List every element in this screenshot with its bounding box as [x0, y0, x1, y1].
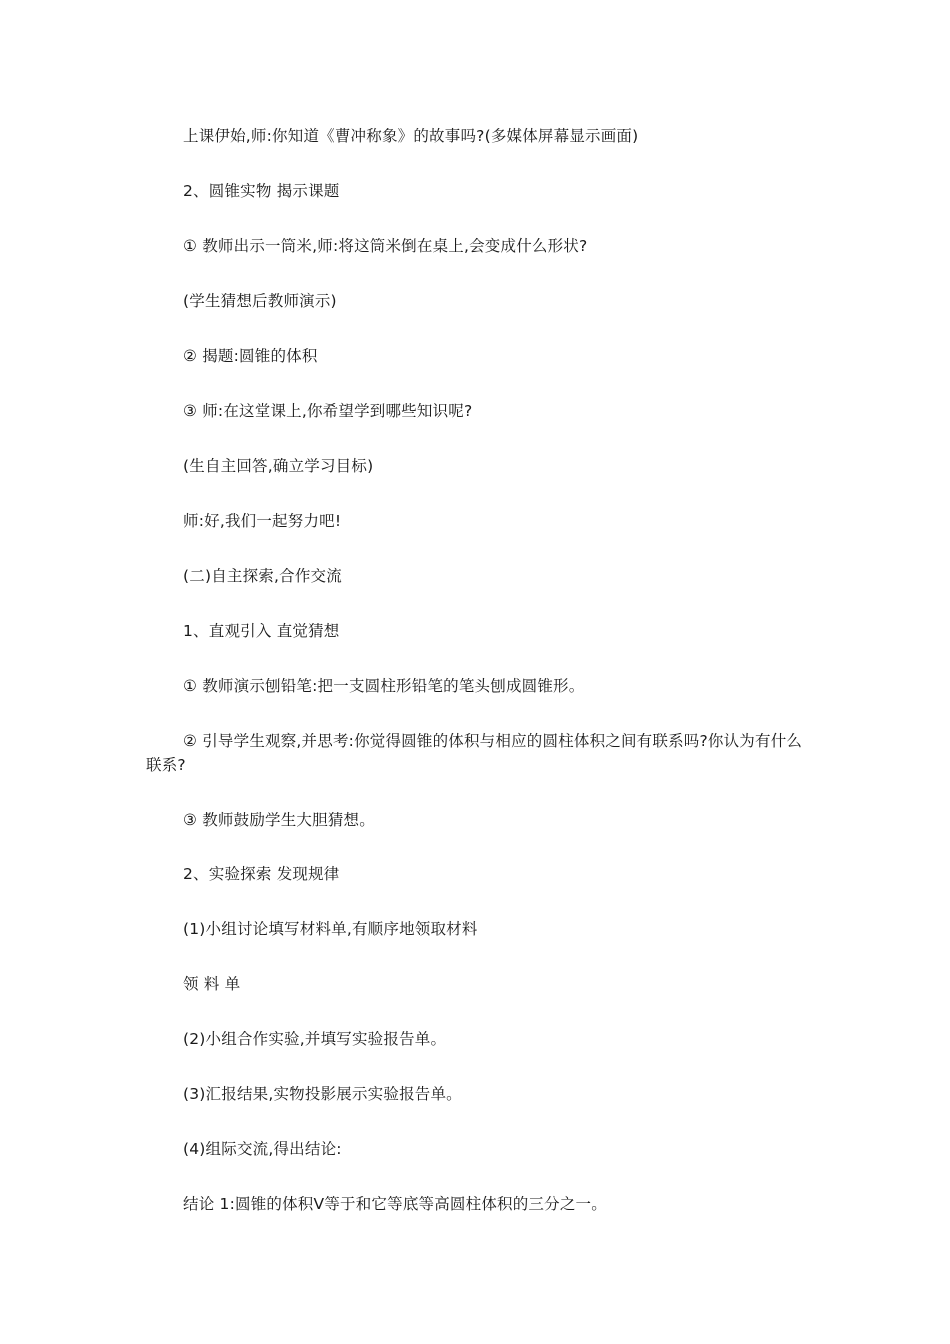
paragraph-report-results: (3)汇报结果,实物投影展示实验报告单。: [183, 1085, 462, 1103]
paragraph-pencil-demo: ① 教师演示刨铅笔:把一支圆柱形铅笔的笔头刨成圆锥形。: [183, 677, 585, 695]
paragraph-intro-story: 上课伊始,师:你知道《曹冲称象》的故事吗?(多媒体屏幕显示画面): [183, 127, 639, 145]
paragraph-bold-guess: ③ 教师鼓励学生大胆猜想。: [183, 811, 375, 829]
paragraph-group-experiment: (2)小组合作实验,并填写实验报告单。: [183, 1030, 447, 1048]
paragraph-conclusion-1: 结论 1:圆锥的体积Ⅴ等于和它等底等高圆柱体积的三分之一。: [183, 1195, 607, 1213]
paragraph-material-form: 领 料 单: [183, 975, 241, 993]
paragraph-section-two: (二)自主探索,合作交流: [183, 567, 342, 585]
paragraph-experiment-heading: 2、实验探索 发现规律: [183, 865, 340, 883]
paragraph-rice-demo: ① 教师出示一筒米,师:将这筒米倒在桌上,会变成什么形状?: [183, 237, 588, 255]
paragraph-learning-goal: (生自主回答,确立学习目标): [183, 457, 374, 475]
paragraph-observe-think: ② 引导学生观察,并思考:你觉得圆锥的体积与相应的圆柱体积之间有联系吗?你认为有什么联系?: [146, 732, 803, 774]
paragraph-step2-heading: 2、圆锥实物 揭示课题: [183, 182, 340, 200]
paragraph-learning-question: ③ 师:在这堂课上,你希望学到哪些知识呢?: [183, 402, 473, 420]
paragraph-topic: ② 揭题:圆锥的体积: [183, 347, 318, 365]
paragraph-student-guess: (学生猜想后教师演示): [183, 292, 337, 310]
paragraph-material-list: (1)小组讨论填写材料单,有顺序地领取材料: [183, 920, 478, 938]
paragraph-group-exchange: (4)组际交流,得出结论:: [183, 1140, 342, 1158]
paragraph-encourage: 师:好,我们一起努力吧!: [183, 512, 342, 530]
paragraph-intuitive-guess: 1、直观引入 直觉猜想: [183, 622, 340, 640]
